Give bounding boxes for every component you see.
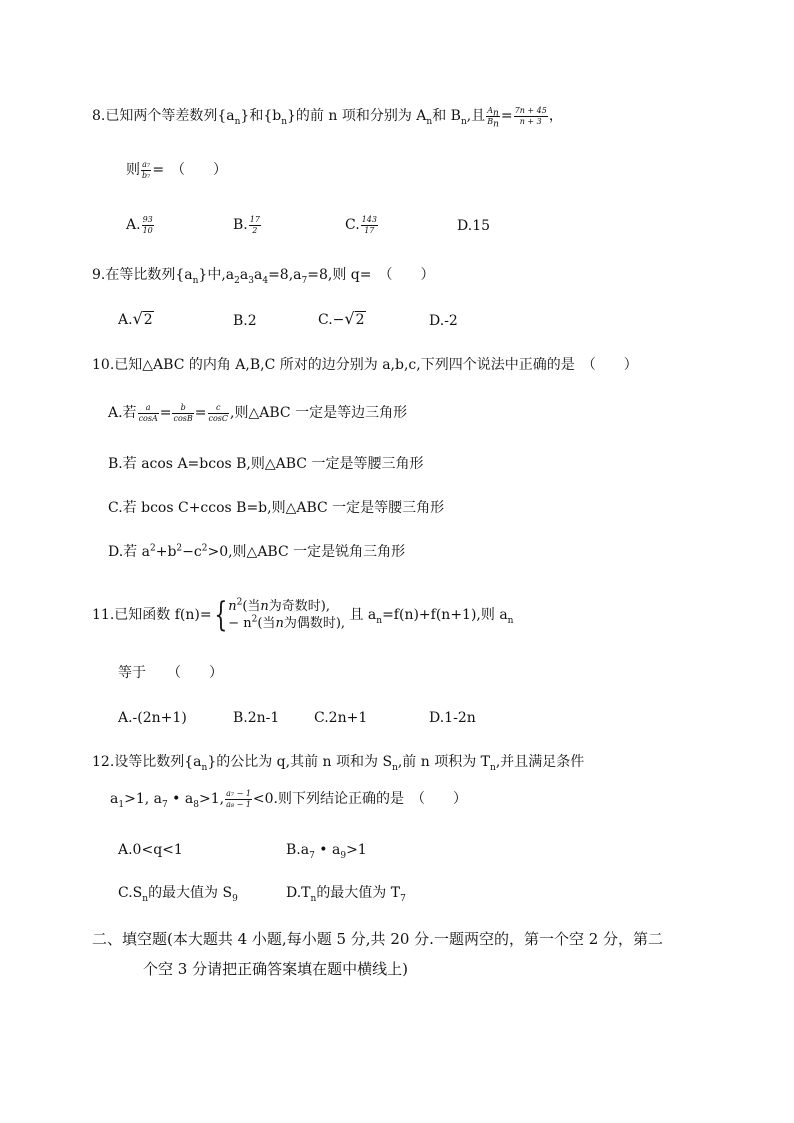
q11-option-d[interactable]: D.1-2n xyxy=(429,710,476,726)
q10-option-b[interactable]: B.若 acos A=bcos B,则△ABC 一定是等腰三角形 xyxy=(108,456,424,472)
section-heading: 二、填空题(本大题共 4 小题,每小题 5 分,共 20 分.一题两空的，第一个空 2 分，第二 xyxy=(92,930,664,948)
q9-stem: 9.在等比数列$\{a_n\}$中$,a_2a_3a_4=8,a_7=8$,则 q= （ ） xyxy=(92,267,435,286)
q9-option-b[interactable]: B.2 xyxy=(233,313,257,329)
rhs-fraction: $\frac{7n + 45}{n + 3}$ xyxy=(514,105,547,126)
q10-stem: 10.已知△ABC 的内角 A,B,C 所对的边分别为 a,b,c,下列四个说法中正确的是 （ ） xyxy=(92,357,638,373)
q9-option-d[interactable]: D.-2 xyxy=(429,313,458,329)
q8-option-d[interactable]: D.15 xyxy=(457,218,491,234)
q12-stem: 12.设等比数列$\{a_n\}$的公比为 q,其前 n 项和为 $S_n$,前 n 项积为 $T_n$,并且满足条件 xyxy=(92,754,585,773)
q11-stem: 11.已知函数 f(n)={ $n^2$(当n为奇数时), − $n^2$(当n为偶数时), 且 $a_n=f(n)+f(n+1)$,则 $a_n$ xyxy=(92,595,514,635)
q12-conditions: $a_1>1$, $a_7$ • $a_8>1$, $\frac{\text{a₇ − 1}}{\text{a₈ − 1}}$ <0.则下列结论正确的是 （ ） xyxy=(110,788,468,810)
q12-option-a[interactable]: A.0<q<1 xyxy=(118,842,183,858)
piecewise-cases: $n^2$(当n为奇数时), − $n^2$(当n为偶数时), xyxy=(228,597,346,631)
q11-option-c[interactable]: C.2n+1 xyxy=(314,710,368,726)
q11-option-b[interactable]: B.2n-1 xyxy=(233,710,280,726)
section-heading-line2: 个空 3 分请把正确答案填在题中横线上) xyxy=(143,960,408,978)
q11-option-a[interactable]: A.-(2n+1) xyxy=(118,710,187,726)
q8-option-b[interactable]: B. $\frac{17}{2}$ xyxy=(233,214,260,235)
q10-option-d[interactable]: D.若 $a^2+b^2-c^2>0$,则△ABC 一定是锐角三角形 xyxy=(108,543,406,560)
q8-option-c[interactable]: C. $\frac{143}{17}$ xyxy=(345,214,377,235)
ratio-fraction: $\frac{A_n}{B_n}$ xyxy=(487,105,499,130)
q10-option-c[interactable]: C.若 bcos C+ccos B=b,则△ABC 一定是等腰三角形 xyxy=(108,500,445,516)
q11-line2: 等于 （ ） xyxy=(118,665,223,681)
q10-option-a[interactable]: A.若 $\frac{a}{\cos A}$ = $\frac{b}{\cos B}$ = $\frac{c}{\cos C}$ ,则△ABC 一定是等边三角形 xyxy=(108,402,408,423)
ask-fraction: $\frac{\text{a₇}}{\text{b₇}}$ xyxy=(142,159,151,180)
q9-option-a[interactable]: A.√2 xyxy=(118,309,153,328)
q9-option-c[interactable]: C.−√2 xyxy=(318,309,365,328)
q8-option-a[interactable]: A. $\frac{93}{10}$ xyxy=(126,214,153,235)
q12-option-c[interactable]: $C.S_n$的最大值为 $S_9$ xyxy=(118,885,238,904)
q8-ask: 则 $\frac{\text{a₇}}{\text{b₇}}$ = （ ） xyxy=(126,159,228,180)
q12-option-d[interactable]: $D.T_n$的最大值为 $T_7$ xyxy=(286,885,406,904)
q8-stem: 8.已知两个等差数列$\{a_n\}$和$\{b_n\}$的前 n 项和分别为 $A_n$和 $B_n$,且 $\frac{A_n}{B_n}$ = $\frac{7n + 45}{n + 3}$ ， xyxy=(92,105,563,130)
brace-icon: { xyxy=(213,595,227,635)
q12-option-b[interactable]: $B.a_7$ • $a_9>1$ xyxy=(286,842,367,861)
